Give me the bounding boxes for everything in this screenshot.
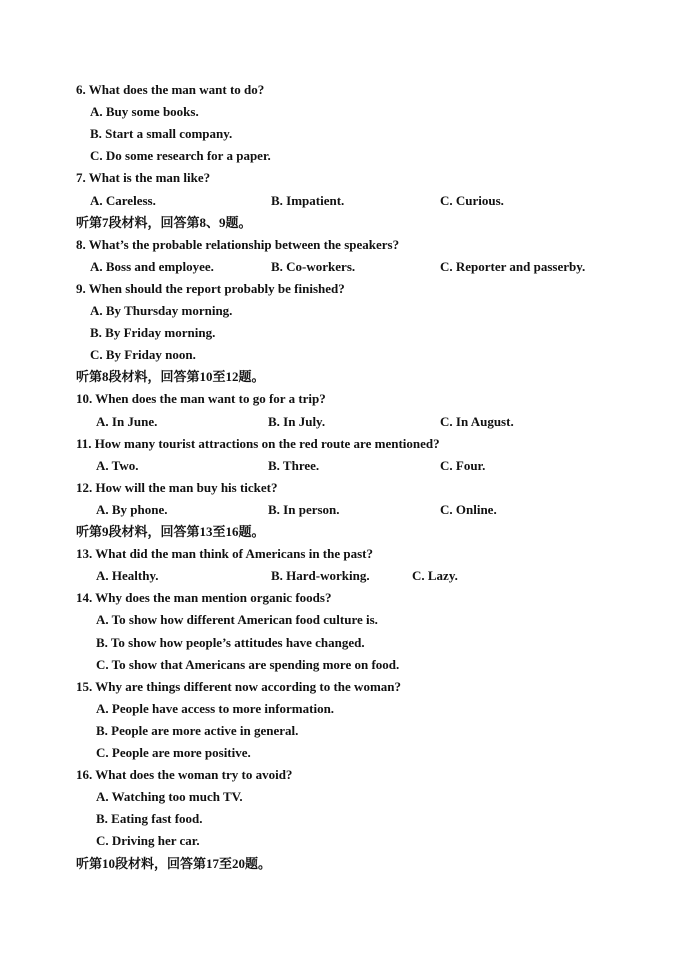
option-choice: B. People are more active in general. [96, 723, 299, 738]
option-choice: B. Three. [268, 458, 320, 473]
option-choice: B. Eating fast food. [96, 811, 203, 826]
question: 13. What did the man think of Americans in the past? [76, 546, 373, 561]
option-choice: C. Lazy. [412, 568, 458, 583]
question: 7. What is the man like? [76, 170, 211, 185]
section-instruction: 听第10段材料，回答第17至20题。 [76, 856, 272, 871]
option-choice: B. In person. [268, 502, 340, 517]
question: 16. What does the woman try to avoid? [76, 767, 293, 782]
option-choice: A. Watching too much TV. [96, 789, 243, 804]
question: 9. When should the report probably be finished? [76, 281, 345, 296]
question: 14. Why does the man mention organic foods? [76, 590, 332, 605]
option-choice: B. Hard-working. [271, 568, 370, 583]
option-choice: C. Do some research for a paper. [90, 148, 271, 163]
option-choice: B. In July. [268, 414, 326, 429]
option-choice: A. By Thursday morning. [90, 303, 233, 318]
question: 8. What’s the probable relationship between the speakers? [76, 237, 400, 252]
option-choice: A. People have access to more information. [96, 701, 335, 716]
option-choice: C. To show that Americans are spending more on food. [96, 657, 400, 672]
option-choice: C. In August. [440, 414, 514, 429]
option-choice: B. Co-workers. [271, 259, 356, 274]
option-choice: C. By Friday noon. [90, 347, 196, 362]
section-instruction: 听第9段材料，回答第13至16题。 [76, 524, 265, 539]
option-choice: B. Impatient. [271, 193, 345, 208]
option-choice: A. In June. [96, 414, 158, 429]
option-choice: A. Careless. [90, 193, 156, 208]
option-choice: B. By Friday morning. [90, 325, 216, 340]
option-choice: B. Start a small company. [90, 126, 233, 141]
question: 6. What does the man want to do? [76, 82, 265, 97]
question: 10. When does the man want to go for a trip? [76, 391, 326, 406]
option-choice: C. Four. [440, 458, 486, 473]
option-choice: C. Online. [440, 502, 497, 517]
section-instruction: 听第7段材料，回答第8、9题。 [76, 215, 252, 230]
option-choice: A. Two. [96, 458, 139, 473]
option-choice: A. By phone. [96, 502, 168, 517]
option-choice: C. Driving her car. [96, 833, 200, 848]
option-choice: B. To show how people’s attitudes have changed. [96, 635, 365, 650]
option-choice: A. Buy some books. [90, 104, 199, 119]
option-choice: C. People are more positive. [96, 745, 251, 760]
question: 12. How will the man buy his ticket? [76, 480, 278, 495]
option-choice: C. Reporter and passerby. [440, 259, 586, 274]
option-choice: A. Healthy. [96, 568, 159, 583]
option-choice: A. To show how different American food culture is. [96, 612, 378, 627]
question: 11. How many tourist attractions on the red route are mentioned? [76, 436, 440, 451]
option-choice: A. Boss and employee. [90, 259, 214, 274]
question: 15. Why are things different now according to the woman? [76, 679, 401, 694]
option-choice: C. Curious. [440, 193, 504, 208]
section-instruction: 听第8段材料，回答第10至12题。 [76, 369, 265, 384]
